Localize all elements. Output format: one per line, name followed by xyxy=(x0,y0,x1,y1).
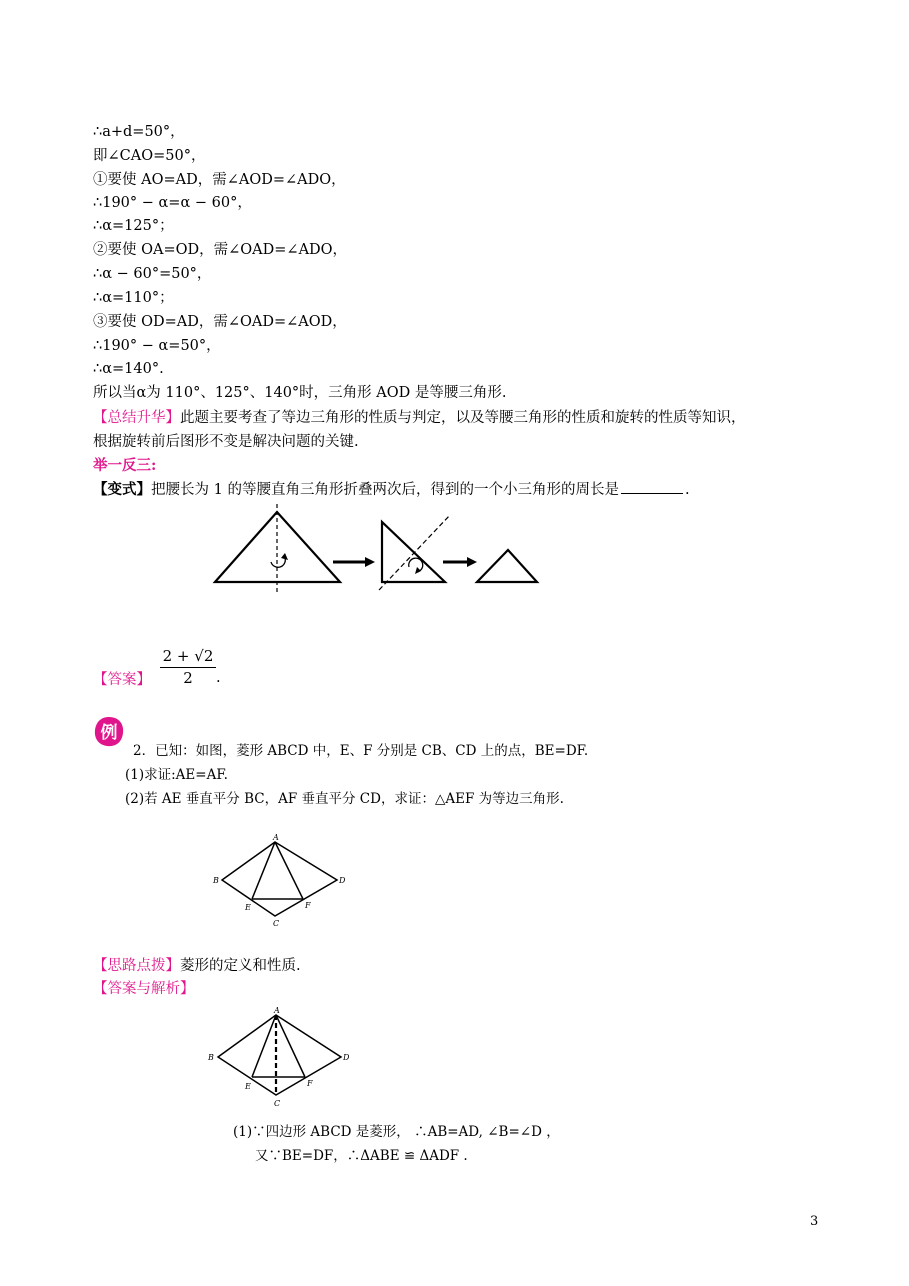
label-a: A xyxy=(273,833,279,842)
text-line: 所以当α为 110°、125°、140°时，三角形 AOD 是等腰三角形. xyxy=(93,385,507,401)
label-f: F xyxy=(305,901,311,910)
label-e: E xyxy=(245,1082,251,1091)
label-c: C xyxy=(273,919,280,928)
summary-tag: 【总结升华】 xyxy=(93,410,180,426)
label-b: B xyxy=(208,1053,214,1062)
fold-arrow xyxy=(271,558,285,567)
hint-tag: 【思路点拨】 xyxy=(93,958,180,974)
label-d: D xyxy=(339,876,346,885)
example-line-2: (1)求证:AE=AF. xyxy=(125,767,228,783)
text-line: ∴a+d=50°， xyxy=(93,124,185,140)
variant-tag: 【变式】 xyxy=(93,481,151,498)
text-line: ③要使 OD=AD，需∠OAD=∠AOD， xyxy=(93,314,347,330)
text-line: ②要使 OA=OD，需∠OAD=∠ADO， xyxy=(93,242,348,258)
label-e: E xyxy=(245,903,251,912)
example-badge: 例 xyxy=(100,723,118,743)
hint-line xyxy=(93,956,301,976)
label-b: B xyxy=(213,876,219,885)
text-line: ∴α=125°； xyxy=(93,218,174,234)
arrow-right xyxy=(467,557,477,567)
answer-blank xyxy=(621,479,683,494)
text-line: ①要使 AO=AD，需∠AOD=∠ADO， xyxy=(93,172,346,188)
fraction-denominator: 2 xyxy=(183,669,193,687)
label-a: A xyxy=(274,1006,280,1015)
text-line: ∴190° − α=α − 60°， xyxy=(93,195,252,211)
fraction-numerator: 2 + √2 xyxy=(162,647,214,665)
summary-line-1 xyxy=(93,408,746,428)
text-line: ∴α=110°； xyxy=(93,290,174,306)
example-line-3: (2)若 AE 垂直平分 BC，AF 垂直平分 CD，求证：△AEF 为等边三角形. xyxy=(125,791,564,807)
section-title: 举一反三: xyxy=(93,457,157,474)
answer-fraction xyxy=(160,646,216,687)
variant-text: 把腰长为 1 的等腰直角三角形折叠两次后，得到的一个小三角形的周长是 xyxy=(151,482,619,498)
text-line: 即∠CAO=50°， xyxy=(93,148,206,164)
summary-line-2: 根据旋转前后图形不变是解决问题的关键. xyxy=(93,434,359,450)
example-line-1: 2．已知：如图，菱形 ABCD 中，E、F 分别是 CB、CD 上的点，BE=DF. xyxy=(133,743,589,759)
text-line: ∴α − 60°=50°， xyxy=(93,266,212,282)
page-number: 3 xyxy=(810,1214,819,1229)
summary-text: 此题主要考查了等边三角形的性质与判定，以及等腰三角形的性质和旋转的性质等知识， xyxy=(180,410,746,426)
solution-tag: 【答案与解析】 xyxy=(93,981,195,997)
hint-text: 菱形的定义和性质. xyxy=(180,958,301,974)
small-triangle xyxy=(477,550,537,582)
rhombus-figure xyxy=(205,830,355,930)
label-f: F xyxy=(307,1079,313,1088)
label-c: C xyxy=(274,1099,281,1108)
folding-figure xyxy=(205,500,550,600)
answer-tag: 【答案】 xyxy=(93,672,151,688)
arrow-right xyxy=(365,557,375,567)
variant-line xyxy=(93,479,690,500)
text-line: ∴α=140°. xyxy=(93,361,164,377)
proof-line-2: 又∵BE=DF，∴ΔABE ≌ ΔADF . xyxy=(255,1148,468,1164)
answer-end: . xyxy=(216,670,221,686)
variant-end: . xyxy=(684,482,690,498)
proof-line-1: (1)∵四边形 ABCD 是菱形， ∴AB=AD, ∠B=∠D ， xyxy=(233,1124,560,1140)
label-d: D xyxy=(343,1053,350,1062)
text-line: ∴190° − α=50°， xyxy=(93,338,221,354)
diagonal-fold-line xyxy=(379,515,450,590)
rhombus-figure-solution xyxy=(203,1005,358,1110)
example-badge-icon xyxy=(92,715,126,749)
